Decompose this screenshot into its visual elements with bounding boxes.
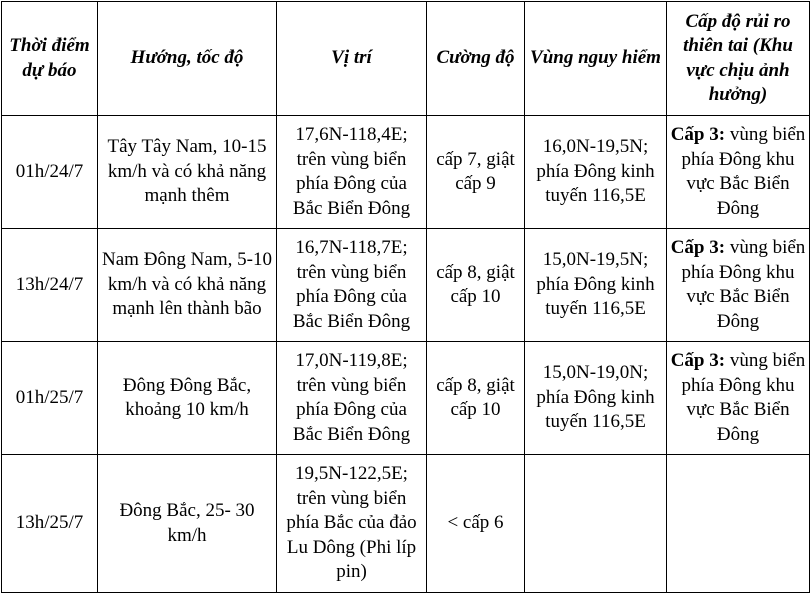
table-row [2,455,810,593]
table-row [2,116,810,229]
table-row [2,342,810,455]
cell-danger-zone: 15,0N-19,5N; phía Đông kinh tuyến 116,5E [525,229,667,342]
cell-time: 13h/25/7 [2,455,98,593]
cell-position: 16,7N-118,7E; trên vùng biển phía Đông của Bắc Biển Đông [277,229,427,342]
risk-level-label: Cấp 3: [670,237,726,258]
cell-time: 01h/24/7 [2,116,98,229]
cell-intensity: cấp 8, giật cấp 10 [427,229,525,342]
risk-area-text: vùng biển phía Đông khu vực Bắc Biển Đông [681,237,806,332]
header-risk-level: Cấp độ rủi ro thiên tai (Khu vực chịu ảnh hưởng) [667,2,810,116]
cell-position: 17,0N-119,8E; trên vùng biển phía Đông của Bắc Biển Đông [277,342,427,455]
cell-position: 17,6N-118,4E; trên vùng biển phía Đông của Bắc Biển Đông [277,116,427,229]
cell-risk [667,455,810,593]
cell-intensity: cấp 7, giật cấp 9 [427,116,525,229]
cell-danger-zone: 15,0N-19,0N; phía Đông kinh tuyến 116,5E [525,342,667,455]
header-intensity: Cường độ [427,2,525,116]
cell-direction: Đông Bắc, 25- 30 km/h [98,455,277,593]
risk-level-label: Cấp 3: [670,124,726,145]
header-position: Vị trí [277,2,427,116]
cell-direction: Đông Đông Bắc, khoảng 10 km/h [98,342,277,455]
risk-area-text: vùng biển phía Đông khu vực Bắc Biển Đông [681,124,806,219]
risk-level-label: Cấp 3: [670,350,726,371]
forecast-table [1,1,810,593]
cell-risk [667,229,810,342]
header-row [2,2,810,116]
header-danger-zone: Vùng nguy hiểm [525,2,667,116]
cell-direction: Nam Đông Nam, 5-10 km/h và có khả năng mạnh lên thành bão [98,229,277,342]
cell-risk [667,116,810,229]
cell-position: 19,5N-122,5E; trên vùng biển phía Bắc của đảo Lu Dông (Phi líp pin) [277,455,427,593]
cell-time: 13h/24/7 [2,229,98,342]
cell-danger-zone: 16,0N-19,5N; phía Đông kinh tuyến 116,5E [525,116,667,229]
cell-risk [667,342,810,455]
cell-intensity: cấp 8, giật cấp 10 [427,342,525,455]
risk-area-text: vùng biển phía Đông khu vực Bắc Biển Đông [681,350,806,445]
cell-time: 01h/25/7 [2,342,98,455]
cell-direction: Tây Tây Nam, 10-15 km/h và có khả năng mạnh thêm [98,116,277,229]
header-direction: Hướng, tốc độ [98,2,277,116]
table-row [2,229,810,342]
header-time: Thời điểm dự báo [2,2,98,116]
cell-danger-zone [525,455,667,593]
cell-intensity: < cấp 6 [427,455,525,593]
